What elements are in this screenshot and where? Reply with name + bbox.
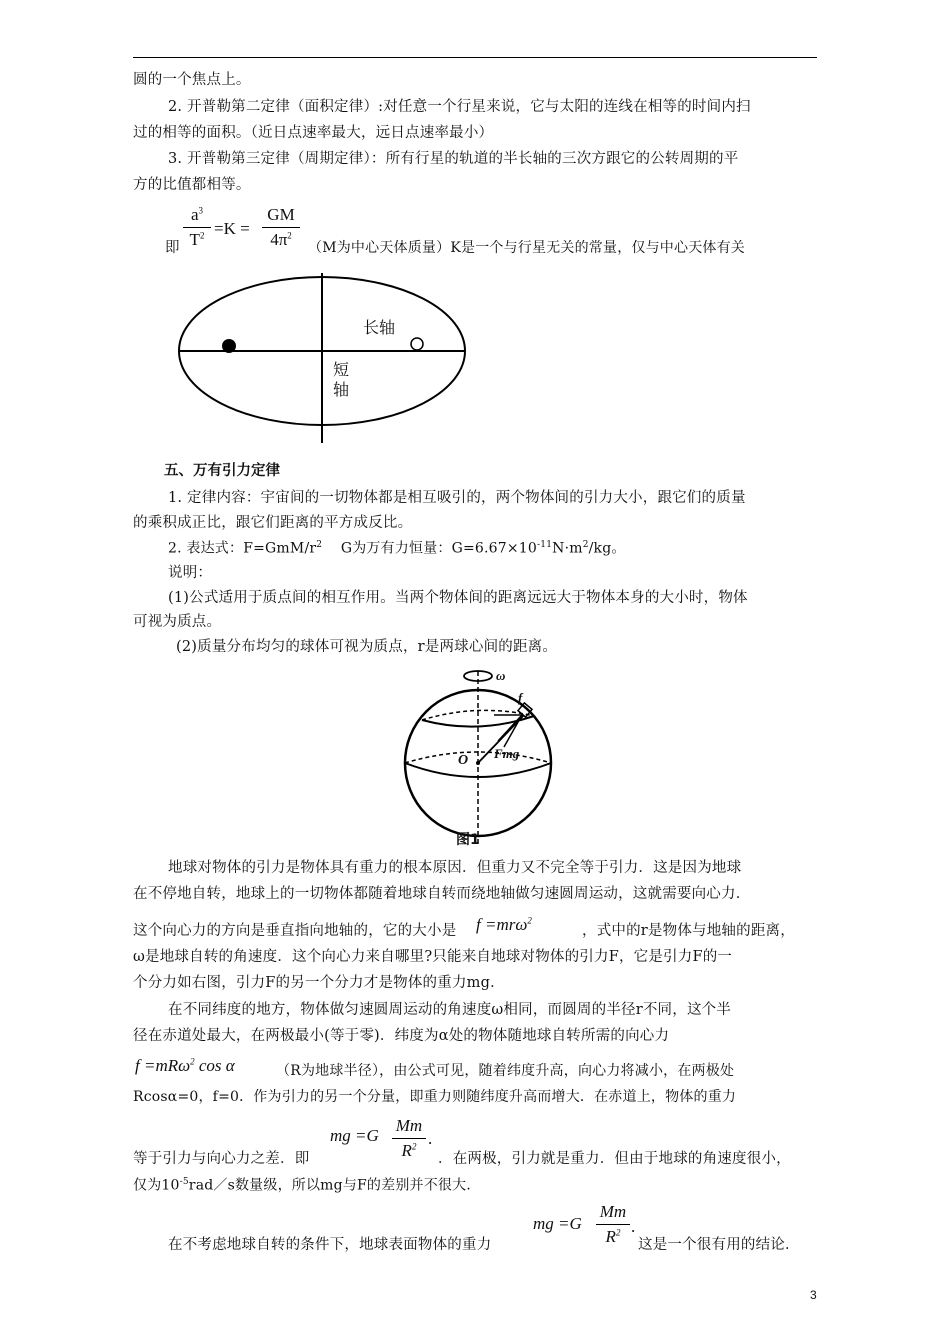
formula-f-mR-omega2-cos: f =mRω$^2$ cos α xyxy=(135,1056,235,1075)
center-dot xyxy=(476,761,480,765)
kepler-fraction-GM-4pi2: $\frac{GM}{4\pi^2}$ xyxy=(262,205,300,250)
body-p1-e: 个分力如右图，引力F的另一个分力才是物体的重力mg． xyxy=(133,975,505,991)
section5-item2: 2. 表达式：$F=GmM/r^2$ G为万有力恒量：$G=6.67\times 10^{-11}N\cdot m^2/kg$。 xyxy=(168,540,626,557)
kepler-law3-a: 3. 开普勒第三定律（周期定律）：所有行星的轨道的半长轴的三次方跟它的公转周期的平 xyxy=(168,151,739,167)
body-p2-d: Rcosα=0，f=0．作为引力的另一个分量，即重力则随纬度升高而增大．在赤道上，物体的重力 xyxy=(133,1089,737,1105)
body-p3-pre: 在不考虑地球自转的条件下，地球表面物体的重力 xyxy=(168,1237,492,1253)
page-number: 3 xyxy=(810,1288,817,1302)
ellipse-orbit-diagram xyxy=(175,268,475,446)
formula-mg-eq-1: mg =G xyxy=(330,1126,379,1145)
section5-note-label: 说明： xyxy=(168,565,213,581)
formula-f-mr-omega2: f =mrω$^2$ xyxy=(476,915,532,934)
body-p2-f: 仅为$10^{-5}rad/s$数量级，所以mg与F的差别并不很大． xyxy=(133,1177,481,1194)
earth-sphere-figure xyxy=(398,663,558,853)
body-p2-e-post: ．在两极，引力就是重力．但由于地球的角速度很小， xyxy=(438,1151,791,1167)
section5-item1-b: 的乘积成正比，跟它们距离的平方成反比。 xyxy=(133,515,413,531)
kepler-line1-tail: 圆的一个焦点上。 xyxy=(133,72,251,88)
omega-label: ω xyxy=(496,668,506,683)
short-axis-label-1: 短 xyxy=(333,360,350,379)
body-p1-d: ω是地球自转的角速度．这个向心力来自哪里?只能来自地球对物体的引力F，它是引力F的一 xyxy=(133,949,733,965)
long-axis-label: 长轴 xyxy=(363,318,396,337)
formula-dot-1: . xyxy=(428,1129,433,1148)
body-p1-b: 在不停地自转，地球上的一切物体都随着地球自转而绕地轴做匀速圆周运动，这就需要向心力． xyxy=(133,886,751,902)
section5-item1-a: 1. 定律内容：宇宙间的一切物体都是相互吸引的，两个物体间的引力大小，跟它们的质量 xyxy=(168,490,746,506)
header-rule xyxy=(133,57,817,58)
body-p2-b: 径在赤道处最大，在两极最小(等于零)．纬度为α处的物体随地球自转所需的向心力 xyxy=(133,1028,670,1044)
kepler-eq-K: =K = xyxy=(214,219,250,238)
section5-note2: (2)质量分布均匀的球体可视为质点，r是两球心间的距离。 xyxy=(176,639,558,655)
F-mg-labels: Fmg xyxy=(494,746,520,761)
short-axis-label-2: 轴 xyxy=(333,380,350,399)
kepler-law2-a: 2. 开普勒第二定律（面积定律）:对任意一个行星来说，它与太阳的连线在相等的时间内扫 xyxy=(168,99,751,115)
sun-dot xyxy=(222,339,236,353)
body-p2-a: 在不同纬度的地方，物体做匀速圆周运动的角速度ω相同，而圆周的半径r不同，这个半 xyxy=(168,1002,732,1018)
kepler-fraction-a3-T2: $\frac{a^3}{T^2}$ xyxy=(183,205,211,250)
body-p2-e-pre: 等于引力与向心力之差．即 xyxy=(133,1151,310,1167)
section5-note1-b: 可视为质点。 xyxy=(133,614,222,630)
kepler-formula-note: （M为中心天体质量）K是一个与行星无关的常量，仅与中心天体有关 xyxy=(308,240,745,256)
body-p3-post: 这是一个很有用的结论． xyxy=(638,1237,800,1253)
section5-title: 五、万有引力定律 xyxy=(164,462,280,479)
empty-focus-dot xyxy=(411,338,423,350)
O-label: O xyxy=(458,753,469,768)
body-p2-c-post: （R为地球半径），由公式可见，随着纬度升高，向心力将减小，在两极处 xyxy=(276,1063,735,1079)
section5-note1-a: (1)公式适用于质点间的相互作用。当两个物体间的距离远远大于物体本身的大小时，物体 xyxy=(168,590,748,606)
kepler-law3-b: 方的比值都相等。 xyxy=(133,177,251,193)
formula-dot-2: . xyxy=(631,1217,636,1236)
formula-Mm-R2-1: $\frac{Mm}{R^2}$ xyxy=(392,1116,426,1161)
body-p1-c-pre: 这个向心力的方向是垂直指向地轴的，它的大小是 xyxy=(133,923,457,939)
body-p1-a: 地球对物体的引力是物体具有重力的根本原因．但重力又不完全等于引力．这是因为地球 xyxy=(168,860,742,876)
formula-Mm-R2-2: $\frac{Mm}{R^2}$ xyxy=(596,1202,630,1247)
f-label: f xyxy=(518,690,523,705)
kepler-law2-b: 过的相等的面积。（近日点速率最大，远日点速率最小） xyxy=(133,125,494,141)
figure1-caption: 图1 xyxy=(456,832,480,848)
body-p1-c-post: ，式中的r是物体与地轴的距离， xyxy=(582,923,795,939)
formula-mg-eq-2: mg =G xyxy=(533,1214,582,1233)
kepler-ji: 即 xyxy=(165,240,180,256)
